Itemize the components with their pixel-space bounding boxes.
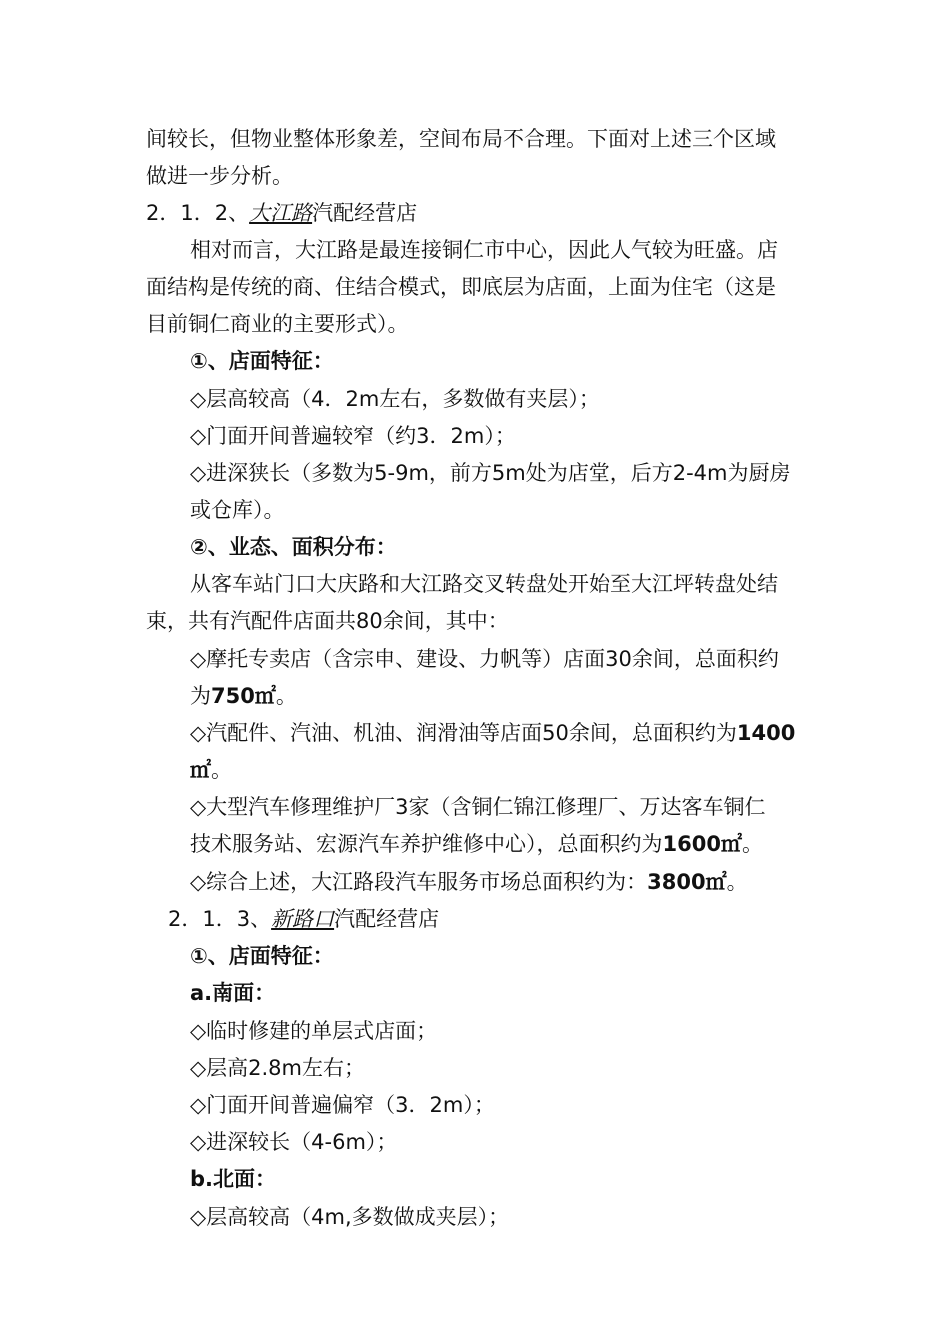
body-line: 相对而言，大江路是最连接铜仁市中心，因此人气较为旺盛。店 [190, 238, 778, 262]
road-name: 新路口 [271, 907, 335, 931]
body-line: 束，共有汽配件店面共80余间，其中： [146, 609, 509, 633]
road-name: 大江路 [249, 201, 313, 225]
punctuation: 。 [211, 758, 232, 782]
area-value: 1600㎡ [662, 832, 742, 856]
area-value: 3800㎡ [647, 870, 727, 894]
body-line: 从客车站门口大庆路和大江路交叉转盘处开始至大江坪转盘处结 [190, 572, 778, 596]
bullet-item [190, 868, 748, 896]
bullet-item: ◇层高较高（4．2m左右，多数做有夹层）； [190, 387, 600, 411]
area-value: 1400 [736, 721, 796, 745]
bullet-item-continued [190, 682, 297, 710]
bullet-item: ◇门面开间普遍较窄（约3．2m）； [190, 424, 516, 448]
punctuation: 。 [275, 684, 297, 708]
subheading-north: b.北面： [190, 1167, 277, 1191]
bullet-item-continued [190, 830, 763, 858]
bullet-item-continued: 或仓库）。 [190, 498, 285, 522]
punctuation: 。 [741, 832, 763, 856]
body-text: ◇综合上述，大江路段汽车服务市场总面积约为： [190, 870, 648, 894]
bullet-item [190, 719, 795, 747]
bullet-item: ◇大型汽车修理维护厂3家（含铜仁锦江修理厂、万达客车铜仁 [190, 795, 766, 819]
bullet-item: ◇摩托专卖店（含宗申、建设、力帆等）店面30余间，总面积约 [190, 647, 779, 671]
section-title: 汽配经营店 [312, 201, 418, 225]
bullet-item: ◇进深较长（4-6m）； [190, 1130, 398, 1154]
area-value: 750㎡ [211, 684, 276, 708]
bullet-item: ◇临时修建的单层式店面； [190, 1019, 438, 1043]
subheading-features: ①、店面特征： [190, 944, 334, 968]
body-line: 面结构是传统的商、住结合模式，即底层为店面，上面为住宅（这是 [146, 275, 776, 299]
section-number: 2．1．2、 [146, 201, 250, 225]
bullet-item-continued [190, 756, 232, 784]
body-text: ◇汽配件、汽油、机油、润滑油等店面50余间，总面积约为 [190, 721, 737, 745]
body-text: 为 [190, 684, 211, 708]
bullet-item: ◇进深狭长（多数为5-9m，前方5m处为店堂，后方2-4m为厨房 [190, 461, 791, 485]
area-unit: ㎡ [190, 758, 211, 782]
subheading-business: ②、业态、面积分布： [190, 535, 397, 559]
section-number: 2．1．3、 [168, 907, 272, 931]
section-heading-2-1-3 [168, 905, 439, 933]
punctuation: 。 [726, 870, 748, 894]
body-line: 目前铜仁商业的主要形式）。 [146, 312, 409, 336]
bullet-item: ◇层高2.8m左右； [190, 1056, 366, 1080]
section-heading-2-1-2 [146, 199, 417, 227]
section-title: 汽配经营店 [334, 907, 440, 931]
bullet-item: ◇门面开间普遍偏窄（3．2m）； [190, 1093, 495, 1117]
body-line: 间较长，但物业整体形象差，空间布局不合理。下面对上述三个区域 [146, 127, 776, 151]
body-text: 技术服务站、宏源汽车养护维修中心），总面积约为 [190, 832, 663, 856]
bullet-item: ◇层高较高（4m,多数做成夹层）； [190, 1205, 510, 1229]
subheading-features: ①、店面特征： [190, 349, 334, 373]
body-line: 做进一步分析。 [146, 164, 293, 188]
subheading-south: a.南面： [190, 981, 276, 1005]
